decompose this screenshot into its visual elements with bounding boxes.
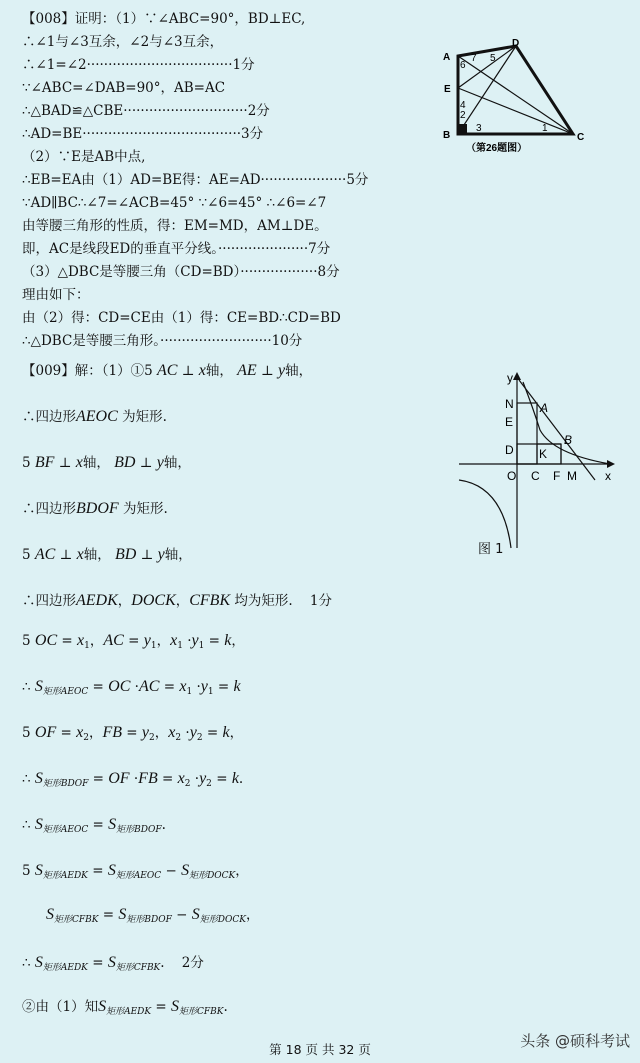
p008-line-9: ∵AD∥BC∴∠7=∠ACB=45° ∵∠6=45° ∴∠6=∠7	[22, 195, 327, 211]
fig1-label-a: A	[540, 401, 549, 415]
fig26-num-3: 3	[476, 123, 482, 134]
fig26-num-6: 6	[460, 60, 466, 71]
page-footer: 第 18 页 共 32 页	[269, 1042, 371, 1057]
fig26-num-5: 5	[490, 53, 496, 64]
p009-line-9: 5 OF = $x_2$，FB = $y_2$，$x_2 \cdot y_2 = k$，	[22, 724, 244, 743]
p009-line-2: ∴四边形AEOC 为矩形.	[22, 408, 167, 425]
fig26-label-d: D	[512, 38, 520, 49]
fig1-label-o: O	[507, 469, 517, 483]
p009-line-12: 5 $S_{矩形AEDK} = S_{矩形AEOC} - S_{矩形DOCK}$，	[22, 862, 249, 881]
fig26-label-e: E	[444, 84, 451, 95]
p009-line-4: ∴四边形BDOF 为矩形.	[22, 500, 168, 517]
p009-line-3: 5 BF ⊥ x轴， BD ⊥ y轴，	[22, 454, 191, 471]
fig1-label-m: M	[567, 469, 577, 483]
p008-line-15: ∴△DBC是等腰三角形。··························10分	[22, 333, 303, 349]
watermark: 头条 @硕科考试	[520, 1032, 630, 1050]
p008-line-14: 由（2）得：CD=CE由（1）得：CE=BD∴CD=BD	[22, 310, 341, 326]
fig1-label-c: C	[531, 469, 540, 483]
fig26-caption: （第26题图）	[466, 143, 528, 154]
p009-line-15: ②由（1）知$S_{矩形AEDK} = S_{矩形CFBK}$.	[22, 998, 228, 1017]
p009-line-7: 5 OC = $x_1$，AC = $y_1$，$x_1 \cdot y_1 = k$，	[22, 632, 245, 651]
p008-line-8: ∴EB=EA由（1）AD=BE得：AE=AD····················5分	[22, 172, 369, 188]
fig1-label-d: D	[505, 443, 514, 457]
figure-1-caption: 图 1	[478, 542, 504, 557]
p008-line-6: ∴AD=BE·····································3分	[22, 126, 264, 142]
p009-line-13: $S_{矩形CFBK} = S_{矩形BDOF} - S_{矩形DOCK}$，	[46, 906, 260, 925]
p009-line-6: ∴四边形AEDK，DOCK，CFBK 均为矩形. 1分	[22, 592, 332, 609]
p008-line-12: （3）△DBC是等腰三角（CD=BD）··················8分	[22, 264, 340, 280]
fig1-label-n: N	[505, 397, 514, 411]
fig26-num-2: 2	[460, 110, 466, 121]
p008-line-13: 理由如下：	[22, 287, 90, 303]
fig26-label-a: A	[443, 52, 451, 63]
fig1-label-x: x	[605, 469, 611, 483]
p008-line-2: ∴∠1与∠3互余，∠2与∠3互余，	[22, 34, 224, 50]
fig1-label-f: F	[553, 469, 561, 483]
p008-line-3: ∴∠1=∠2··································1分	[22, 57, 255, 73]
p009-line-14: ∴ $S_{矩形AEDK} = S_{矩形CFBK}$. 2分	[22, 954, 204, 973]
fig1-label-b: B	[564, 433, 573, 447]
fig26-label-b: B	[443, 130, 451, 141]
p009-line-11: ∴ $S_{矩形AEOC} = S_{矩形BDOF}$.	[22, 816, 166, 835]
p008-line-5: ∴△BAD≌△CBE·····························2分	[22, 103, 270, 119]
figure-1-diagram	[455, 368, 625, 558]
p008-line-11: 即，AC是线段ED的垂直平分线。·····················7分	[22, 241, 331, 257]
fig26-label-c: C	[577, 132, 585, 143]
p008-line-4: ∵∠ABC=∠DAB=90°，AB=AC	[22, 80, 226, 96]
fig26-num-1: 1	[542, 123, 548, 134]
p009-line-10: ∴ $S_{矩形BDOF}$ = OF $\cdot FB = x_2 \cdot y_2 = k$.	[22, 770, 244, 789]
fig1-label-k: K	[539, 447, 548, 461]
p009-line-1: 【009】解：（1）①5 AC ⊥ x轴， AE ⊥ y轴，	[22, 362, 313, 379]
fig1-label-y: y	[507, 371, 513, 385]
fig1-label-e: E	[505, 415, 514, 429]
figure-26-diagram	[438, 36, 588, 156]
p009-line-5: 5 AC ⊥ x轴， BD ⊥ y轴，	[22, 546, 192, 563]
fig26-num-4: 4	[460, 100, 466, 111]
p009-line-8: ∴ $S_{矩形AEOC}$ = OC $\cdot AC = x_1 \cdot y_1 = k$	[22, 678, 241, 697]
p008-line-1: 【008】证明：（1）∵∠ABC=90°，BD⊥EC,	[22, 11, 306, 27]
p008-line-7: （2）∵E是AB中点,	[22, 149, 146, 165]
p008-line-10: 由等腰三角形的性质，得：EM=MD，AM⊥DE。	[22, 218, 328, 234]
fig26-num-7: 7	[471, 53, 477, 64]
